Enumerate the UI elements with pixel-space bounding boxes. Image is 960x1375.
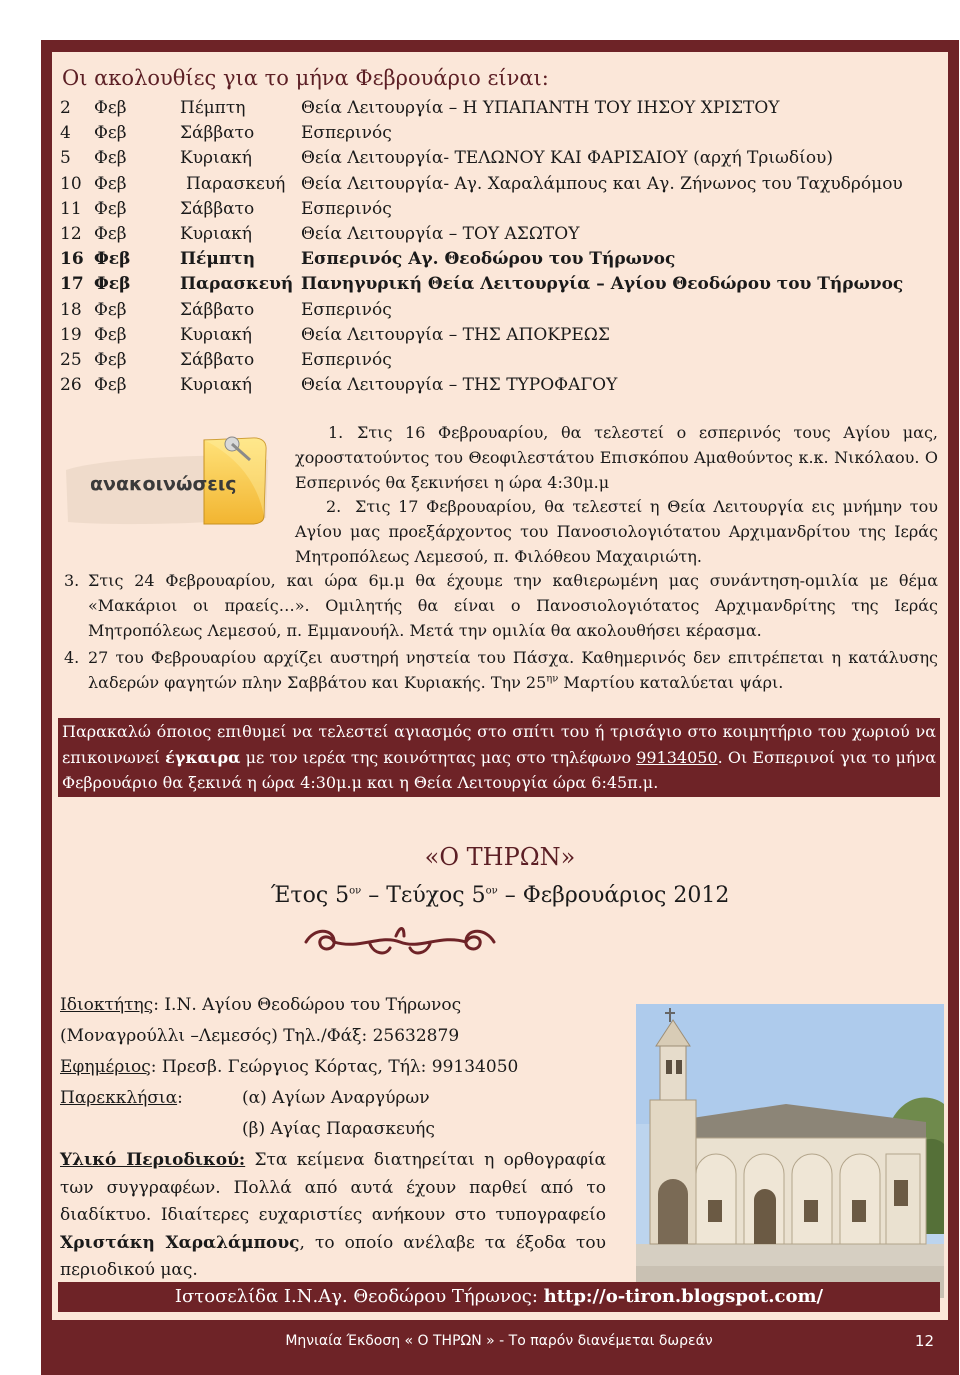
announcement-4: 27 του Φεβρουαρίου αρχίζει αυστηρή νηστεία του Πάσχα. Καθημερινός δεν επιτρέπεται η κατάλυσης λαδερών φαγητών πλην Σαββάτου και Κυριακής. Την $25^{\eta\nu}$ Μαρτίου καταλύεται ψάρι. — [88, 648, 938, 692]
schedule-day: 26 — [60, 375, 82, 396]
schedule-day: 16 — [60, 249, 84, 270]
schedule-weekday: Κυριακή — [180, 324, 252, 345]
page-number: 12 — [914, 1332, 934, 1350]
schedule-month: Φεβ — [94, 249, 131, 270]
schedule-month: Φεβ — [94, 375, 127, 396]
schedule-weekday: Κυριακή — [180, 148, 252, 169]
schedule-service: Εσπερινός Αγ. Θεοδώρου του Τήρωνος — [301, 249, 676, 270]
schedule-month: Φεβ — [94, 173, 127, 194]
announcement-1-number: 1. — [328, 423, 344, 442]
schedule-weekday: Κυριακή — [180, 224, 252, 244]
chapel-b: (β) Αγίας Παρασκευής — [242, 1119, 435, 1139]
ornament-divider-icon — [300, 920, 500, 962]
schedule-weekday: Πέμπτη — [180, 98, 246, 118]
schedule-service: Θεία Λειτουργία- Αγ. Χαραλάμπους και Αγ. Ζήνωνος του Ταχυδρόμου — [301, 173, 903, 194]
schedule-weekday: Σάββατο — [180, 350, 255, 370]
footer-bar — [58, 1327, 940, 1355]
owner-line: Ιδιοκτήτης: Ι.Ν. Αγίου Θεοδώρου του Τήρωνος — [60, 995, 462, 1015]
chapels-line: Παρεκκλήσια: — [60, 1088, 183, 1108]
schedule-service: Πανηγυρική Θεία Λειτουργία – Αγίου Θεοδώρου του Τήρωνος — [301, 274, 904, 295]
schedule-service: Θεία Λειτουργία – ΤΗΣ ΤΥΡΟΦΑΓΟΥ — [301, 375, 618, 396]
chapel-a: (α) Αγίων Αναργύρων — [242, 1088, 430, 1108]
priest-line: Εφημέριος: Πρεσβ. Γεώργιος Κόρτας, Τήλ: 99134050 — [60, 1057, 519, 1077]
schedule-weekday: Κυριακή — [180, 375, 252, 396]
website-band: Ιστοσελίδα Ι.Ν.Αγ. Θεοδώρου Τήρωνος: http://o-tiron.blogspot.com/ — [58, 1282, 940, 1312]
website-link[interactable]: http://o-tiron.blogspot.com/ — [543, 1286, 824, 1307]
schedule-service: Εσπερινός — [301, 350, 392, 370]
announcement-3: Στις 24 Φεβρουαρίου, και ώρα 6μ.μ θα έχουμε την καθιερωμένη μας συνάντηση-ομιλία με θέμα «Μακάριοι οι πραείς…». Ομιλητής θα είναι ο Πανοσιολογιότατος Αρχιμανδρίτης της Ιεράς Μητροπόλεως Λεμεσού, π. Εμμανουήλ. Μετά την ομιλία θα ακολουθήσει κέρασμα. — [88, 571, 938, 640]
announcement-4-number: 4. — [64, 648, 80, 667]
newsletter-page — [52, 52, 948, 1320]
schedule-day: 5 — [60, 148, 71, 169]
schedule-month: Φεβ — [94, 224, 127, 244]
schedule-weekday: Παρασκευή — [186, 173, 286, 194]
schedule-weekday: Παρασκευή — [180, 274, 294, 295]
announcements-icon — [54, 430, 272, 530]
schedule-day: 18 — [60, 299, 82, 320]
address-line: (Μοναγρούλλι –Λεμεσός) Τηλ./Φάξ: 25632879 — [60, 1026, 460, 1046]
schedule-service: Θεία Λειτουργία- ΤΕΛΩΝΟΥ ΚΑΙ ΦΑΡΙΣΑΙΟΥ (αρχή Τριωδίου) — [301, 148, 834, 169]
schedule-day: 17 — [60, 274, 84, 295]
schedule-day: 12 — [60, 224, 82, 244]
schedule-weekday: Σάββατο — [180, 198, 255, 219]
schedule-day: 19 — [60, 324, 82, 345]
announcement-2-number: 2. — [326, 497, 342, 516]
newsletter-title: «Ο ΤΗΡΩΝ» — [424, 843, 576, 871]
schedule-weekday: Πέμπτη — [180, 249, 256, 270]
announcement-3-number: 3. — [64, 571, 80, 590]
footer-text: Μηνιαία Έκδοση « Ο ΤΗΡΩΝ » - Το παρόν διανέμεται δωρεάν — [285, 1333, 713, 1349]
schedule-month: Φεβ — [94, 123, 127, 144]
announcement-2: Στις 17 Φεβρουαρίου, θα τελεστεί η Θεία Λειτουργία εις μνήμην του Αγίου μας προεξάρχοντος του Πανοσιολογιότατου Αρχιμανδρίτου της Ιεράς Μητροπόλεως Λεμεσού, π. Φιλόθεου Μαχαιριώτη. — [295, 497, 938, 566]
schedule-day: 2 — [60, 98, 71, 118]
church-photo — [636, 1004, 944, 1298]
schedule-month: Φεβ — [94, 274, 131, 295]
schedule-day: 10 — [60, 173, 82, 194]
schedule-month: Φεβ — [94, 350, 127, 370]
phone-link[interactable]: 99134050 — [636, 747, 718, 767]
schedule-service: Θεία Λειτουργία – ΤΟΥ ΑΣΩΤΟΥ — [301, 224, 580, 244]
schedule-weekday: Σάββατο — [180, 123, 255, 144]
schedule-month: Φεβ — [94, 324, 127, 345]
schedule-day: 25 — [60, 350, 82, 370]
schedule-service: Εσπερινός — [301, 198, 392, 219]
schedule-month: Φεβ — [94, 299, 127, 320]
announcement-1: Στις 16 Φεβρουαρίου, θα τελεστεί ο εσπερινός τους Αγίου μας, χοροστατούντος του Θεοφιλεστάτου Επισκόπου Αμαθούντος κ.κ. Νικόλαου. Ο Εσπερινός θα ξεκινήσει η ώρα 4:30μ.μ — [295, 423, 938, 492]
schedule-month: Φεβ — [94, 198, 127, 219]
schedule-service: Θεία Λειτουργία – ΤΗΣ ΑΠΟΚΡΕΩΣ — [301, 324, 610, 345]
schedule-month: Φεβ — [94, 98, 127, 118]
schedule-weekday: Σάββατο — [180, 299, 255, 320]
schedule-month: Φεβ — [94, 148, 127, 169]
issue-line: Έτος $5^{o\nu}$ – Τεύχος $5^{o\nu}$ – Φεβρουάριος 2012 — [270, 883, 730, 908]
schedule-service: Εσπερινός — [301, 123, 392, 144]
schedule-title: Οι ακολουθίες για το μήνα Φεβρουάριο είναι: — [62, 66, 549, 90]
announcements-icon-label: ανακοινώσεις — [90, 473, 237, 495]
notice-text: Παρακαλώ όποιος επιθυμεί να τελεστεί αγιασμός στο σπίτι του ή τρισάγιο στο κοιμητήριο του χωριού να επικοινωνεί έγκαιρα με τον ιερέα της κοινότητας μας στο τηλέφωνο 99134050. Οι Εσπερινοί για το μήνα Φεβρουάριο θα ξεκινά η ώρα 4:30μ.μ και η Θεία Λειτουργία ώρα 6:45π.μ. — [62, 722, 937, 792]
material-paragraph: Υλικό Περιοδικού: Στα κείμενα διατηρείται η ορθογραφία των συγγραφέων. Πολλά από αυτά έχουν παρθεί από το διαδίκτυο. Ιδιαίτερες ευχαριστίες ανήκουν στο τυπογραφείο Χριστάκη Χαραλάμπους, το οποίο ανέλαβε τα έξοδα του περιοδικού μας. — [60, 1150, 606, 1280]
schedule-day: 4 — [60, 123, 71, 144]
schedule-service: Εσπερινός — [301, 299, 392, 320]
schedule-day: 11 — [60, 198, 82, 219]
schedule-service: Θεία Λειτουργία – Η ΥΠΑΠΑΝΤΗ ΤΟΥ ΙΗΣΟΥ ΧΡΙΣΤΟΥ — [301, 98, 780, 118]
notice-band — [58, 718, 940, 797]
